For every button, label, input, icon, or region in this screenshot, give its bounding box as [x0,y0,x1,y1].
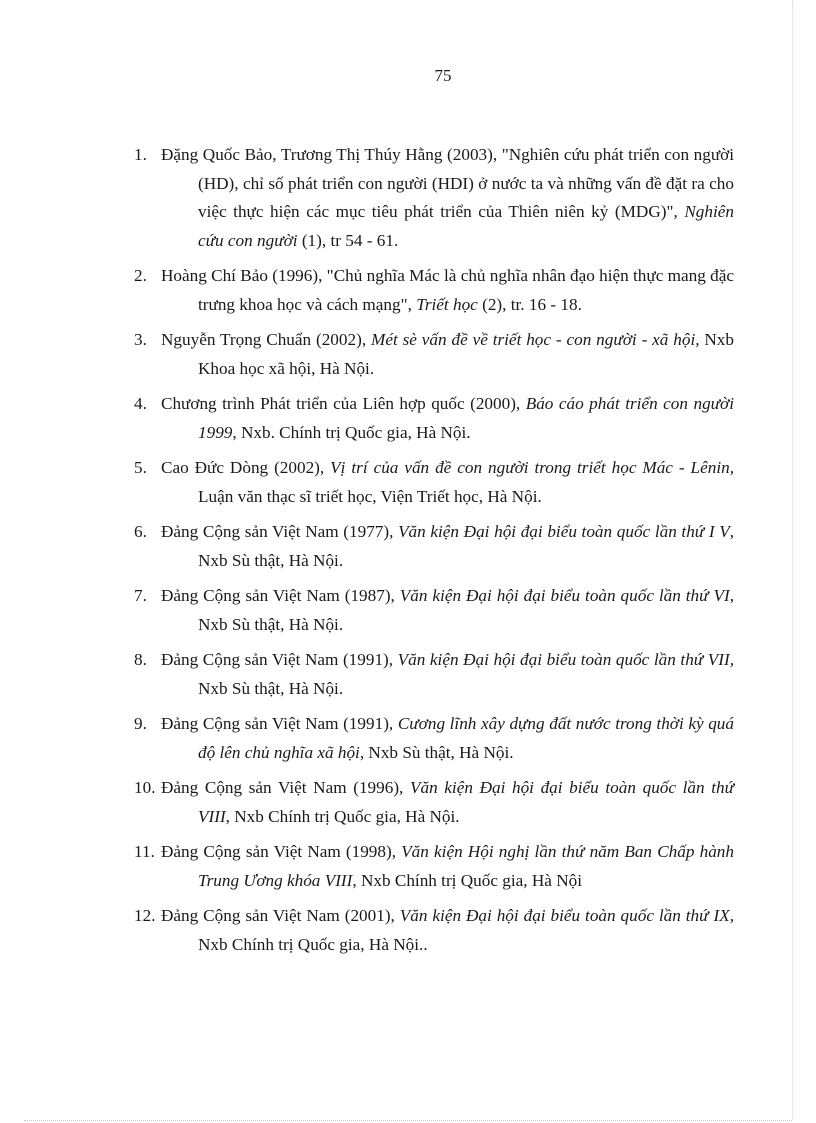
reference-item: 2. Hoàng Chí Bảo (1996), "Chủ nghĩa Mác là chủ nghĩa nhân đạo hiện thực mang đặc trưng khoa học và cách mạng", Triết học (2), tr. 16 - 18. [134,266,734,314]
reference-publisher: , Nxb Chính trị Quốc gia, Hà Nội [352,870,582,890]
reference-text: Đảng Cộng sản Việt Nam (2001), [161,906,400,925]
reference-text: Nguyễn Trọng Chuẩn (2002), [161,330,371,349]
reference-item: 1. Đặng Quốc Bảo, Trương Thị Thúy Hằng (2003), "Nghiên cứu phát triển con người (HD), chỉ số phát triển con người (HDI) ở nước ta và những vấn đề đặt ra cho việc thực hiện các mục tiêu phát triển của Thiên niên kỷ (MDG)", Nghiên cứu con người (1), tr 54 - 61. [134,145,734,250]
reference-item: 11. Đảng Cộng sản Việt Nam (1998), Văn kiện Hội nghị lần thứ năm Ban Chấp hành Trung Ương khóa VIII, Nxb Chính trị Quốc gia, Hà Nội [134,842,734,890]
reference-item: 9. Đảng Cộng sản Việt Nam (1991), Cương lĩnh xây dựng đất nước trong thời kỳ quá độ lên chủ nghĩa xã hội, Nxb Sù thật, Hà Nội. [134,714,734,762]
reference-item: 8. Đảng Cộng sản Việt Nam (1991), Văn kiện Đại hội đại biểu toàn quốc lần thứ VII, Nxb Sù thật, Hà Nội. [134,650,734,698]
reference-title: Văn kiện Đại hội đại biểu toàn quốc lần thứ VIII [198,778,734,826]
reference-text: Đảng Cộng sản Việt Nam (1991), [161,714,398,733]
reference-publisher: Nxb Khoa học xã hội, Hà Nội. [198,330,734,378]
reference-title: Vị trí của vấn đề con người trong triết học Mác - Lênin, [330,458,734,477]
reference-title: Cương lĩnh xây dựng đất nước trong thời kỳ quá độ lên chủ nghĩa xã hội [198,714,734,762]
reference-text: Đảng Cộng sản Việt Nam (1998), [161,842,402,861]
reference-item: 6. Đảng Cộng sản Việt Nam (1977), Văn kiện Đại hội đại biểu toàn quốc lần thứ I V, Nxb Sù thật, Hà Nội. [134,522,734,570]
reference-title: Mét sè vấn đề về triết học - con người - xã hội, [371,330,700,349]
reference-item: 4. Chương trình Phát triển của Liên hợp quốc (2000), Báo cáo phát triển con người 1999, Nxb. Chính trị Quốc gia, Hà Nội. [134,394,734,442]
reference-publisher: , Nxb Chính trị Quốc gia, Hà Nội. [225,806,460,826]
reference-title: Văn kiện Đại hội đại biểu toàn quốc lần thứ IX [399,906,730,925]
reference-text: Đảng Cộng sản Việt Nam (1996), [161,778,410,797]
reference-title: Văn kiện Hội nghị lần thứ năm Ban Chấp hành Trung Ương khóa VIII [198,842,734,890]
reference-item: 5. Cao Đức Dòng (2002), Vị trí của vấn đề con người trong triết học Mác - Lênin, Luận văn thạc sĩ triết học, Viện Triết học, Hà Nội. [134,458,734,506]
reference-text: Đặng Quốc Bảo, Trương Thị Thúy Hằng (2003), "Nghiên cứu phát triển con người (HD), chỉ số phát triển con người (HDI) ở nước ta và những vấn đề đặt ra cho việc thực hiện các mục tiêu phát triển của Thiên niên kỷ (MDG)" [161,145,734,221]
reference-title: Văn kiện Đại hội đại biểu toàn quốc lần thứ I V [398,522,730,541]
page-edge-divider [792,0,793,1120]
page-number: 75 [434,66,452,85]
reference-item: 3. Nguyễn Trọng Chuẩn (2002), Mét sè vấn đề về triết học - con người - xã hội, Nxb Khoa học xã hội, Hà Nội. [134,330,734,378]
reference-text: Cao Đức Dòng (2002), [161,458,331,477]
reference-publisher: , Nxb Chính trị Quốc gia, Hà Nội.. [198,906,734,954]
reference-publisher: Luận văn thạc sĩ triết học, Viện Triết học, Hà Nội. [198,486,542,506]
reference-text: Đảng Cộng sản Việt Nam (1991), [161,650,398,669]
reference-title: Văn kiện Đại hội đại biểu toàn quốc lần thứ VII, [397,650,734,669]
reference-list [134,141,734,966]
page-bottom-divider [24,1120,792,1121]
reference-publisher: (1), tr 54 - 61. [297,230,399,250]
reference-item: 7. Đảng Cộng sản Việt Nam (1987), Văn kiện Đại hội đại biểu toàn quốc lần thứ VI, Nxb Sù thật, Hà Nội. [134,586,734,634]
reference-publisher: , Nxb Sù thật, Hà Nội. [198,586,734,634]
reference-publisher: Nxb Sù thật, Hà Nội. [198,678,344,698]
reference-text: Chương trình Phát triển của Liên hợp quốc (2000), [161,394,526,413]
reference-item: 12. Đảng Cộng sản Việt Nam (2001), Văn kiện Đại hội đại biểu toàn quốc lần thứ IX, Nxb Chính trị Quốc gia, Hà Nội.. [134,906,734,954]
reference-text: Hoàng Chí Bảo (1996), "Chủ nghĩa Mác là chủ nghĩa nhân đạo hiện thực mang đặc trưng khoa học và cách mạng", [161,266,734,314]
reference-publisher: , Nxb Sù thật, Hà Nội. [359,742,514,762]
reference-publisher: , Nxb Sù thật, Hà Nội. [198,522,734,570]
reference-publisher: , Nxb. Chính trị Quốc gia, Hà Nội. [232,422,471,442]
reference-publisher: (2), tr. 16 - 18. [477,294,582,314]
reference-text: Đảng Cộng sản Việt Nam (1977), [161,522,399,541]
reference-item: 10. Đảng Cộng sản Việt Nam (1996), Văn kiện Đại hội đại biểu toàn quốc lần thứ VIII, Nxb Chính trị Quốc gia, Hà Nội. [134,778,734,826]
reference-title: , Nghiên cứu con người [198,202,734,250]
reference-title: Văn kiện Đại hội đại biểu toàn quốc lần thứ VI [399,586,730,605]
reference-title: Báo cáo phát triển con người 1999 [198,394,734,442]
reference-title: Triết học [416,294,478,314]
reference-text: Đảng Cộng sản Việt Nam (1987), [161,586,400,605]
